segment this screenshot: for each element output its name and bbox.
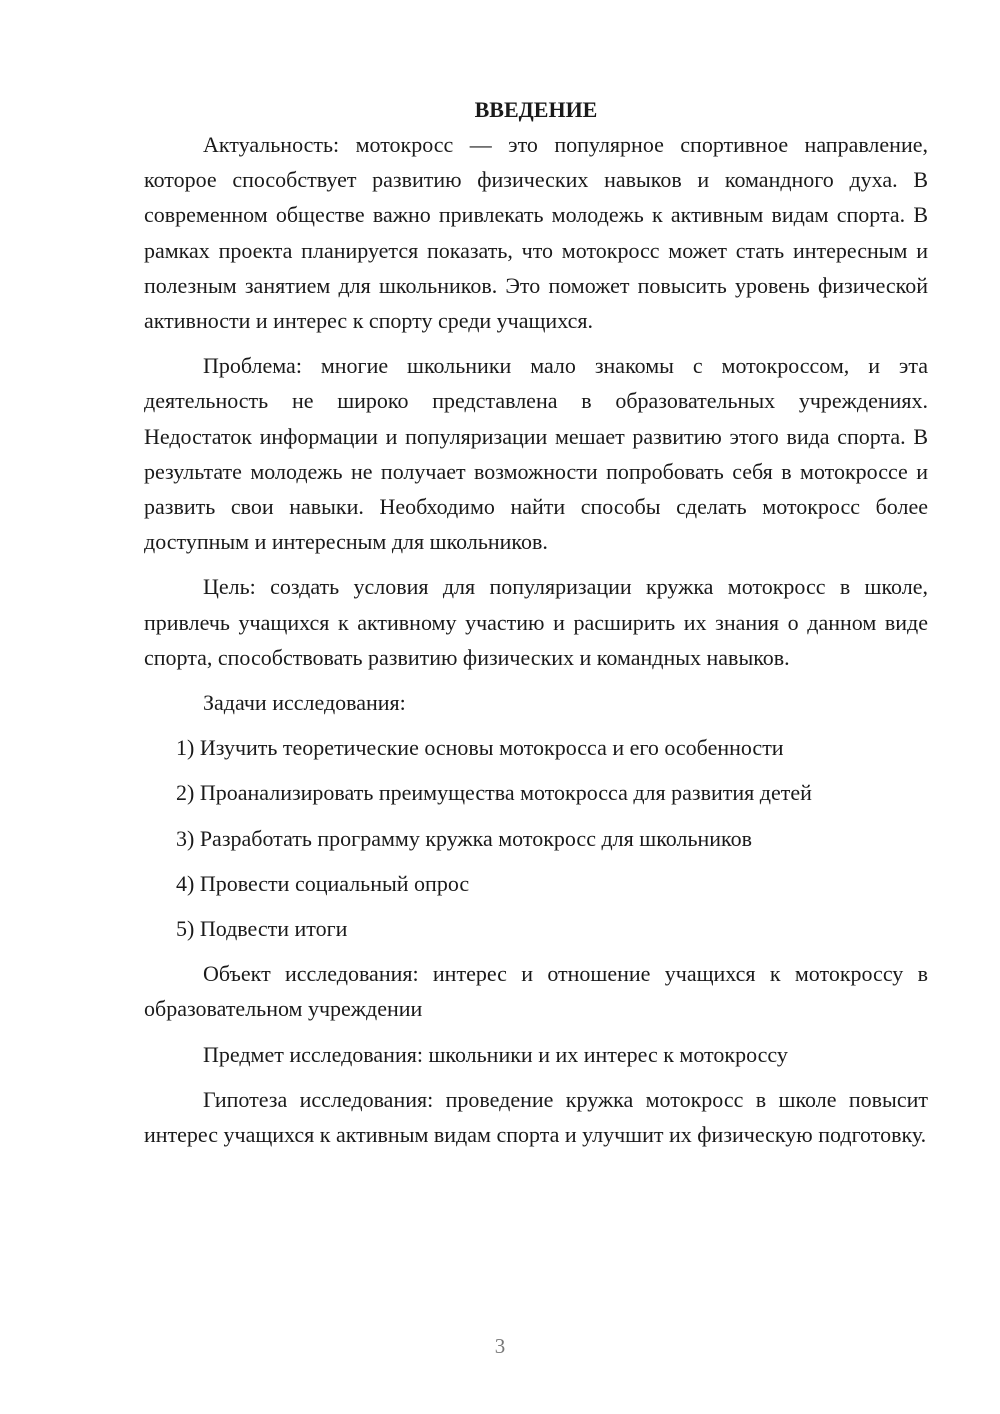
page-title: ВВЕДЕНИЕ xyxy=(474,97,598,122)
tasks-heading: Задачи исследования: xyxy=(203,690,406,716)
paragraph-goal: Цель: создать условия для популяризации кружка мотокросс в школе, привлечь учащихся к активному участию и расширить их знания о данном виде спорта, способствовать развитию физических и командных навыков. xyxy=(144,574,928,670)
paragraph-hypothesis: Гипотеза исследования: проведение кружка мотокросс в школе повысит интерес учащихся к активным видам спорта и улучшит их физическую подготовку. xyxy=(144,1086,928,1148)
paragraph-problem: Проблема: многие школьники мало знакомы с мотокроссом, и эта деятельность не широко представлена в образовательных учреждениях. Недостаток информации и популяризации мешает развитию этого вида спорта. В результате молодежь не получает возможности попробовать себя в мотокроссе и развить свои навыки. Необходимо найти способы сделать мотокросс более доступным и интересным для школьников. xyxy=(144,353,928,555)
document-page xyxy=(144,92,928,1162)
paragraph-object: Объект исследования: интерес и отношение учащихся к мотокроссу в образовательном учреждении xyxy=(144,961,928,1022)
page-number: 3 xyxy=(494,1334,506,1358)
paragraph-subject: Предмет исследования: школьники и их интерес к мотокроссу xyxy=(203,1041,788,1067)
tasks-list xyxy=(144,730,928,946)
list-item: 1) Изучить теоретические основы мотокросса и его особенности xyxy=(176,735,784,761)
list-item: 2) Проанализировать преимущества мотокросса для развития детей xyxy=(176,780,812,806)
list-item: 3) Разработать программу кружка мотокросс для школьников xyxy=(176,825,752,851)
list-item: 4) Провести социальный опрос xyxy=(176,870,470,896)
list-item: 5) Подвести итоги xyxy=(176,916,348,942)
paragraph-relevance: Актуальность: мотокросс — это популярное спортивное направление, которое способствует развитию физических навыков и командного духа. В современном обществе важно привлекать молодежь к активным видам спорта. В рамках проекта планируется показать, что мотокросс может стать интересным и полезным занятием для школьников. Это поможет повысить уровень физической активности и интерес к спорту среди учащихся. xyxy=(144,132,928,334)
